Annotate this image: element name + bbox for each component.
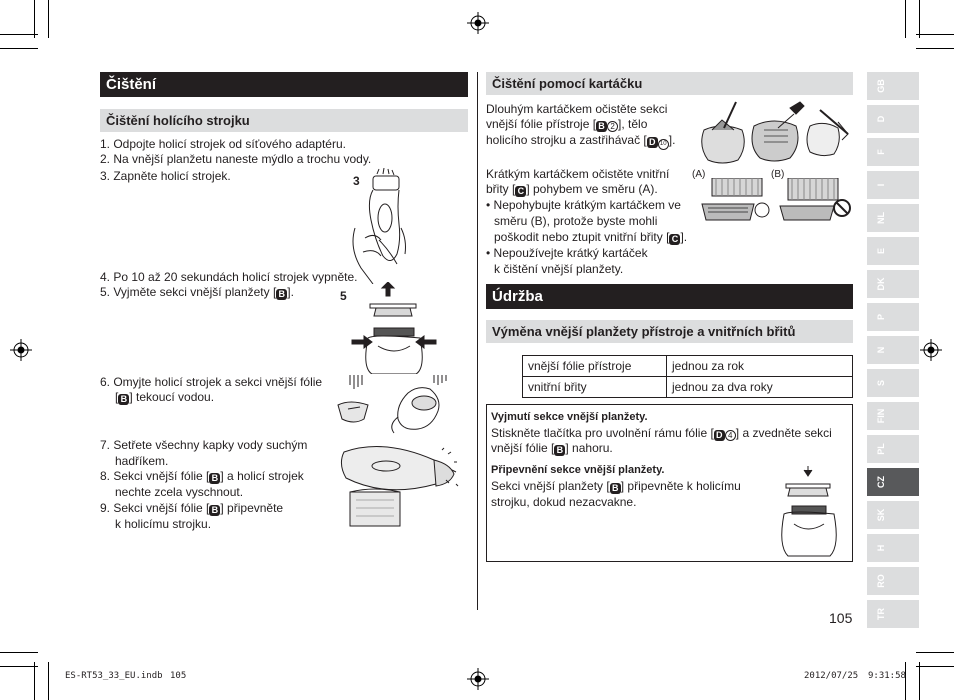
footer-date: 2012/07/25	[804, 671, 859, 681]
remove-text-4: ] nahoru.	[565, 441, 613, 455]
remove-text	[491, 426, 832, 442]
badge-c-icon: C	[669, 234, 680, 245]
language-tab-dk[interactable]	[867, 270, 919, 298]
table-row	[523, 377, 853, 398]
crop-mark	[0, 666, 38, 667]
language-tab-label: TR	[876, 608, 886, 620]
remove-text-1: Stiskněte tlačítka pro uvolnění rámu fólie [	[491, 426, 714, 440]
crop-mark	[916, 48, 954, 49]
label-direction-b: (B)	[771, 169, 785, 180]
step-8-cont: nechte zcela vyschnout.	[115, 485, 244, 499]
language-tab-label: N	[876, 346, 886, 354]
brush-paragraph-1: Dlouhým kartáčkem očistěte sekci	[486, 102, 668, 116]
step-7-cont: hadříkem.	[115, 454, 169, 468]
short-brush-direction-illustration	[700, 178, 860, 228]
language-tab-tr[interactable]	[867, 600, 919, 628]
language-tab-sk[interactable]	[867, 501, 919, 529]
label-direction-a: (A)	[692, 169, 706, 180]
language-tab-label: FIN	[876, 408, 886, 424]
column-divider	[477, 72, 478, 610]
language-tab-i[interactable]	[867, 171, 919, 199]
crop-mark	[919, 662, 920, 700]
language-tab-e[interactable]	[867, 237, 919, 265]
step-1: 1. Odpojte holicí strojek od síťového adaptéru.	[100, 137, 346, 151]
language-tab-label: DK	[876, 277, 886, 291]
language-tab-label: E	[876, 248, 886, 255]
badge-d-icon: D	[714, 430, 725, 441]
badge-b-icon: B	[610, 483, 621, 494]
crop-mark	[916, 666, 954, 667]
badge-b-icon: B	[596, 121, 607, 132]
badge-b-icon: B	[276, 289, 287, 300]
language-tab-s[interactable]	[867, 369, 919, 397]
bullet-1-line-3	[494, 230, 687, 246]
attach-text	[491, 479, 741, 495]
figure-number-3: 3	[353, 174, 360, 188]
remove-text-2: ] a zvedněte sekci	[735, 426, 832, 440]
bullet-2: • Nepoužívejte krátký kartáček	[486, 246, 648, 260]
brush-p1-text-3: holicího strojku a zastřihávač [	[486, 133, 647, 147]
table-cell: jednou za rok	[667, 356, 853, 377]
language-tab-cz[interactable]	[867, 468, 919, 496]
brush-paragraph-2: Krátkým kartáčkem očistěte vnitřní	[486, 167, 670, 181]
registration-mark-icon	[467, 12, 489, 34]
step-9-text: 9. Sekci vnější fólie [	[100, 501, 210, 515]
badge-b-icon: B	[209, 505, 220, 516]
language-tab-label: P	[876, 314, 886, 321]
section-title-maintenance: Údržba	[486, 284, 853, 309]
badge-b-icon: B	[209, 473, 220, 484]
badge-c-icon: C	[515, 186, 526, 197]
language-tab-label: I	[876, 183, 886, 187]
figure-number-5: 5	[340, 289, 347, 303]
remove-text-3: vnější fólie [	[491, 441, 555, 455]
registration-mark-icon	[10, 339, 32, 361]
step-9-text-2: ] připevněte	[220, 501, 284, 515]
table-cell: jednou za dva roky	[667, 377, 853, 398]
language-tab-ro[interactable]	[867, 567, 919, 595]
number-4-icon: 4	[725, 430, 736, 441]
brush-paragraph-1-line-2	[486, 117, 647, 133]
crop-mark	[905, 0, 906, 38]
crop-mark	[34, 662, 35, 700]
brush-paragraph-1-line-3	[486, 133, 675, 150]
registration-mark-icon	[467, 668, 489, 690]
table-cell: vnější fólie přístroje	[523, 356, 667, 377]
long-brush-cleaning-illustration	[698, 100, 854, 168]
language-tab-pl[interactable]	[867, 435, 919, 463]
table-row	[523, 356, 853, 377]
subsection-title-replacement: Výměna vnější planžety přístroje a vnitřních břitů	[486, 320, 853, 343]
step-9	[100, 501, 283, 517]
remove-title: Vyjmutí sekce vnější planžety.	[491, 411, 648, 423]
language-tab-label: PL	[876, 443, 886, 455]
step-4: 4. Po 10 až 20 sekundách holicí strojek vypněte.	[100, 270, 358, 284]
step-5-text: 5. Vyjměte sekci vnější planžety [	[100, 285, 277, 299]
bullet-1-line-2: směru (B), protože byste mohli	[494, 214, 658, 228]
footer-file: ES-RT53_33_EU.indb	[65, 671, 163, 681]
attach-title: Připevnění sekce vnější planžety.	[491, 464, 665, 476]
crop-mark	[916, 652, 954, 653]
step-8-text-2: ] a holicí strojek	[220, 469, 304, 483]
badge-d-icon: D	[647, 137, 658, 148]
step-5	[100, 285, 294, 301]
attach-text-line-2: strojku, dokud nezacvakne.	[491, 495, 637, 509]
replacement-table	[522, 355, 853, 398]
brush-paragraph-2-line-2	[486, 182, 658, 198]
bullet-2-line-2: k čištění vnější planžety.	[494, 262, 624, 276]
language-tab-fin[interactable]	[867, 402, 919, 430]
language-tab-label: D	[876, 115, 886, 123]
bullet-1: • Nepohybujte krátkým kartáčkem ve	[486, 198, 681, 212]
language-tab-nl[interactable]	[867, 204, 919, 232]
bullet-1-end: ].	[680, 230, 688, 244]
step-2: 2. Na vnější planžetu naneste mýdlo a trochu vody.	[100, 152, 372, 166]
remove-text-line-2	[491, 441, 613, 457]
language-tab-label: H	[876, 544, 886, 552]
brush-p2-text-2: ] pohybem ve směru (A).	[526, 182, 658, 196]
badge-b-icon: B	[554, 445, 565, 456]
table-cell: vnitřní břity	[523, 377, 667, 398]
step-9-cont: k holicímu strojku.	[115, 517, 212, 531]
brush-p1-text-4: ].	[668, 133, 676, 147]
crop-mark	[0, 34, 38, 35]
bullet-1-text: poškodit nebo ztupit vnitřní břity [	[494, 230, 670, 244]
crop-mark	[916, 34, 954, 35]
crop-mark	[34, 0, 35, 38]
language-tab-label: GB	[876, 79, 886, 93]
step-6: 6. Omyjte holicí strojek a sekci vnější fólie	[100, 375, 323, 389]
page-number: 105	[829, 610, 853, 626]
language-tab-h[interactable]	[867, 534, 919, 562]
attach-foil-illustration	[770, 462, 848, 558]
crop-mark	[905, 662, 906, 700]
language-tab-label: RO	[876, 574, 886, 588]
brush-p2-text: břity [	[486, 182, 516, 196]
drying-shaver-illustration	[338, 440, 464, 536]
language-tab-label: S	[876, 380, 886, 387]
step-6-text: ] tekoucí vodou.	[129, 390, 215, 404]
language-tab-gb[interactable]	[867, 72, 919, 100]
language-tab-d[interactable]	[867, 105, 919, 133]
language-tab-label: CZ	[876, 476, 886, 488]
number-2-icon: 2	[607, 121, 618, 132]
step-8	[100, 469, 304, 485]
crop-mark	[48, 0, 49, 38]
section-title-cleaning: Čištění	[100, 72, 468, 97]
language-tab-n[interactable]	[867, 336, 919, 364]
crop-mark	[0, 652, 38, 653]
brush-p1-text: vnější fólie přístroje [	[486, 117, 597, 131]
registration-mark-icon	[920, 339, 942, 361]
language-tab-label: F	[876, 149, 886, 155]
language-tab-p[interactable]	[867, 303, 919, 331]
footer-time: 9:31:58	[868, 671, 906, 681]
step-8-text: 8. Sekci vnější fólie [	[100, 469, 210, 483]
attach-text-2: ] připevněte k holicímu	[620, 479, 741, 493]
language-tab-label: SK	[876, 508, 886, 522]
shaver-foam-illustration	[345, 168, 415, 284]
crop-mark	[919, 0, 920, 38]
footer-page: 105	[170, 671, 187, 681]
rinse-under-water-illustration	[334, 373, 464, 435]
step-3: 3. Zapněte holicí strojek.	[100, 169, 231, 183]
step-6-cont	[115, 390, 214, 406]
number-10-icon: 10	[658, 139, 669, 150]
step-7: 7. Setřete všechny kapky vody suchým	[100, 438, 308, 452]
brush-p1-text-2: ], tělo	[618, 117, 648, 131]
subsection-title-brush-cleaning: Čištění pomocí kartáčku	[486, 72, 853, 95]
language-tab-label: NL	[876, 212, 886, 224]
language-tab-f[interactable]	[867, 138, 919, 166]
step-5-end: ].	[287, 285, 294, 299]
remove-foil-illustration	[350, 282, 438, 374]
subsection-title-shaver-cleaning: Čištění holícího strojku	[100, 109, 468, 132]
step-6-open: [	[115, 390, 119, 404]
crop-mark	[0, 48, 38, 49]
attach-text-1: Sekci vnější planžety [	[491, 479, 610, 493]
badge-b-icon: B	[118, 394, 129, 405]
crop-mark	[48, 662, 49, 700]
